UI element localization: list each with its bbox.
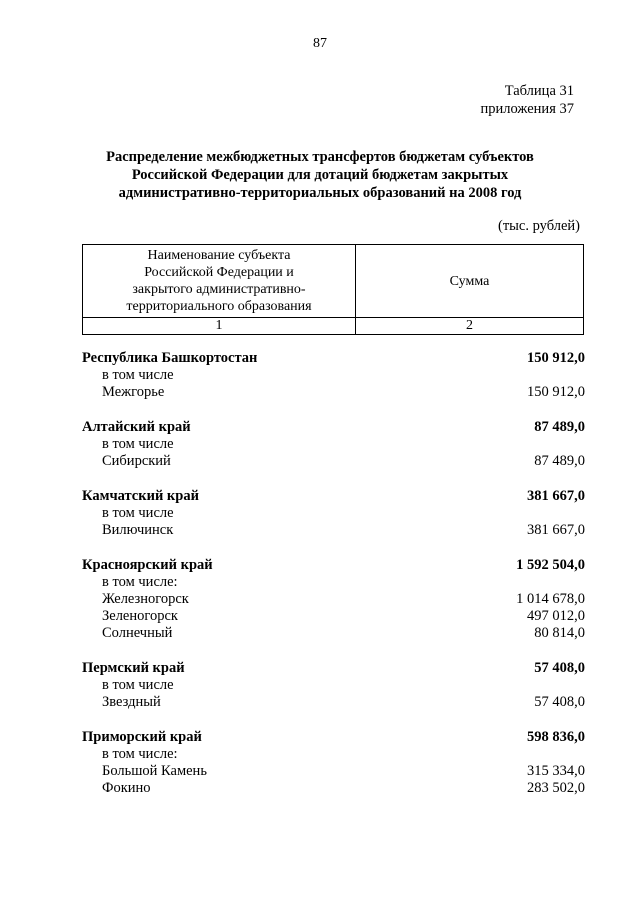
region-name: Красноярский край (82, 557, 213, 573)
municipality-row (82, 522, 585, 539)
municipality-value: 1 014 678,0 (516, 591, 585, 607)
region-row (82, 419, 585, 436)
region-name: Алтайский край (82, 419, 191, 435)
header-cell-name (83, 245, 356, 318)
document-title (70, 148, 570, 202)
municipality-row (82, 763, 585, 780)
municipality-value: 87 489,0 (534, 453, 585, 469)
header-name-line-3: закрытого административно- (132, 282, 306, 297)
municipality-name: Зеленогорск (102, 608, 178, 624)
municipality-name: Большой Камень (102, 763, 207, 779)
region-note-row (82, 574, 585, 591)
region-note: в том числе (102, 367, 174, 383)
region-row (82, 350, 585, 367)
region-total: 1 592 504,0 (516, 557, 585, 573)
units-note: (тыс. рублей) (498, 218, 580, 234)
table-ref-line-2: приложения 37 (480, 101, 574, 117)
municipality-name: Звездный (102, 694, 161, 710)
region-note-row (82, 436, 585, 453)
region-group (82, 350, 585, 401)
title-line-2: Российской Федерации для дотаций бюджетам закрытых (131, 167, 509, 183)
region-total: 381 667,0 (527, 488, 585, 504)
region-total: 87 489,0 (534, 419, 585, 435)
region-note: в том числе (102, 505, 174, 521)
municipality-name: Межгорье (102, 384, 165, 400)
municipality-name: Солнечный (102, 625, 173, 641)
header-name-line-2: Российской Федерации и (144, 265, 294, 280)
region-row (82, 660, 585, 677)
region-name: Республика Башкортостан (82, 350, 258, 366)
region-group (82, 488, 585, 539)
region-group (82, 419, 585, 470)
municipality-value: 283 502,0 (527, 780, 585, 796)
region-name: Приморский край (82, 729, 202, 745)
municipality-row (82, 591, 585, 608)
municipality-name: Железногорск (102, 591, 189, 607)
header-number-2: 2 (356, 318, 584, 335)
region-row (82, 729, 585, 746)
region-note-row (82, 367, 585, 384)
municipality-row (82, 608, 585, 625)
municipality-value: 381 667,0 (527, 522, 585, 538)
municipality-row (82, 780, 585, 797)
region-note: в том числе (102, 677, 174, 693)
region-note: в том числе (102, 436, 174, 452)
header-cell-sum: Сумма (356, 245, 584, 318)
table-header (82, 244, 584, 335)
region-note: в том числе: (102, 574, 178, 590)
region-note-row (82, 677, 585, 694)
region-row (82, 488, 585, 505)
municipality-name: Вилючинск (102, 522, 174, 538)
region-group (82, 660, 585, 711)
municipality-row (82, 694, 585, 711)
region-total: 150 912,0 (527, 350, 585, 366)
header-name-line-4: территориального образования (126, 299, 312, 314)
region-note: в том числе: (102, 746, 178, 762)
title-line-1: Распределение межбюджетных трансфертов бюджетам субъектов (106, 149, 534, 165)
municipality-name: Фокино (102, 780, 151, 796)
municipality-value: 315 334,0 (527, 763, 585, 779)
region-total: 57 408,0 (534, 660, 585, 676)
region-note-row (82, 746, 585, 763)
municipality-value: 497 012,0 (527, 608, 585, 624)
page-number: 87 (313, 36, 327, 51)
table-reference (481, 82, 574, 118)
municipality-row (82, 625, 585, 642)
header-number-1: 1 (83, 318, 356, 335)
header-name-line-1: Наименование субъекта (147, 248, 291, 263)
municipality-name: Сибирский (102, 453, 171, 469)
region-group (82, 557, 585, 642)
region-group (82, 729, 585, 797)
regions-list (82, 350, 585, 815)
region-note-row (82, 505, 585, 522)
table-ref-line-1: Таблица 31 (504, 83, 574, 99)
title-line-3: административно-территориальных образований на 2008 год (118, 185, 522, 201)
region-row (82, 557, 585, 574)
region-name: Пермский край (82, 660, 185, 676)
region-name: Камчатский край (82, 488, 199, 504)
municipality-value: 150 912,0 (527, 384, 585, 400)
municipality-row (82, 453, 585, 470)
municipality-value: 57 408,0 (534, 694, 585, 710)
municipality-value: 80 814,0 (534, 625, 585, 641)
region-total: 598 836,0 (527, 729, 585, 745)
municipality-row (82, 384, 585, 401)
